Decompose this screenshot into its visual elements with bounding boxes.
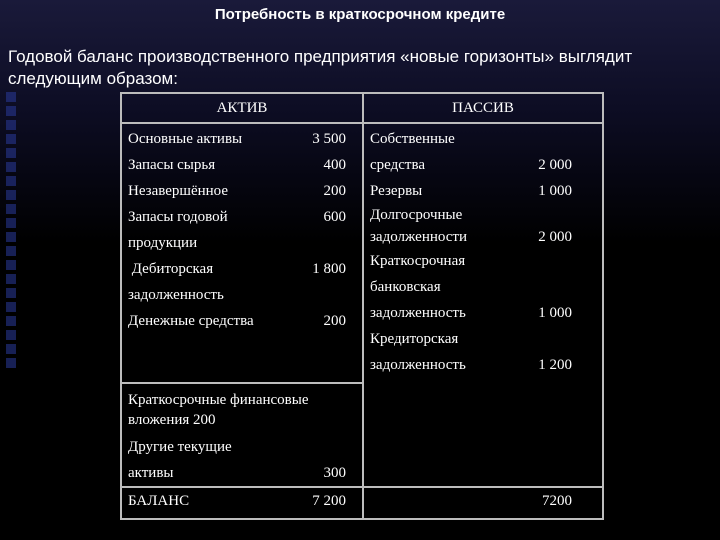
- asset-label: Денежные средства: [128, 313, 254, 329]
- liability-label: средства: [370, 157, 426, 173]
- asset-row: [122, 460, 362, 486]
- liability-label: Собственные: [370, 131, 455, 147]
- asset-row: [122, 126, 362, 152]
- asset-label: Запасы сырья: [128, 157, 216, 173]
- side-decoration: [4, 92, 18, 368]
- other-assets-cell: [121, 383, 363, 487]
- asset-label: продукции: [128, 235, 198, 251]
- liability-total-row: [364, 488, 602, 514]
- asset-value: 400: [323, 157, 346, 173]
- asset-row: [122, 204, 362, 230]
- liability-row: [364, 326, 602, 352]
- intro-text: Годовой баланс производственного предприятия «новые горизонты» выглядит следующим образом:: [8, 47, 633, 88]
- liability-label: Краткосрочная: [370, 253, 466, 269]
- liability-label: задолженность: [370, 305, 466, 321]
- asset-label: активы: [128, 465, 174, 481]
- liability-value: 1 000: [538, 183, 572, 199]
- asset-value: 200: [323, 313, 346, 329]
- liability-row: [364, 152, 602, 178]
- st-investments-label: Краткосрочные финансовые вложения 200: [128, 392, 309, 428]
- liabilities-cell: [363, 123, 603, 487]
- asset-total-row: [122, 488, 362, 514]
- asset-label: Запасы годовой: [128, 209, 228, 225]
- liability-label: Кредиторская: [370, 331, 459, 347]
- asset-row: [122, 282, 362, 308]
- liability-row: [364, 352, 602, 378]
- liability-row: [364, 226, 602, 248]
- liability-row: [364, 274, 602, 300]
- liability-row: [364, 248, 602, 274]
- liability-label: Долгосрочные: [370, 207, 463, 223]
- balance-table: [120, 92, 604, 520]
- asset-label: Дебиторская: [128, 261, 214, 277]
- asset-label: задолженность: [128, 287, 224, 303]
- liability-row: [364, 126, 602, 152]
- asset-row: [122, 152, 362, 178]
- asset-row: [122, 230, 362, 256]
- liability-label: задолженность: [370, 357, 466, 373]
- liability-total-cell: [363, 487, 603, 519]
- liability-total-value: 7200: [542, 493, 572, 509]
- liability-row: [364, 300, 602, 326]
- asset-value: 1 800: [312, 261, 346, 277]
- asset-total-cell: [121, 487, 363, 519]
- liability-header: ПАССИВ: [363, 93, 603, 123]
- asset-value: 300: [323, 465, 346, 481]
- liability-value: 1 000: [538, 305, 572, 321]
- asset-label: Незавершённое: [128, 183, 229, 199]
- asset-total-value: 7 200: [312, 493, 346, 509]
- liability-value: 2 000: [538, 157, 572, 173]
- asset-label: Основные активы: [128, 131, 243, 147]
- liability-row: [364, 204, 602, 226]
- asset-row: [122, 178, 362, 204]
- liability-row: [364, 178, 602, 204]
- asset-total-label: БАЛАНС: [128, 493, 190, 509]
- assets-cell: [121, 123, 363, 383]
- asset-value: 3 500: [312, 131, 346, 147]
- liability-label: задолженности: [370, 229, 467, 245]
- slide-title: Потребность в краткосрочном кредите: [214, 6, 506, 23]
- liability-label: Резервы: [370, 183, 423, 199]
- liability-label: банковская: [370, 279, 441, 295]
- asset-value: 200: [323, 183, 346, 199]
- asset-row: [122, 434, 362, 460]
- asset-label: Другие текущие: [128, 439, 232, 455]
- asset-value: 600: [323, 209, 346, 225]
- asset-row: [122, 308, 362, 334]
- liability-value: 2 000: [538, 229, 572, 245]
- liability-value: 1 200: [538, 357, 572, 373]
- asset-row: [122, 256, 362, 282]
- asset-header: АКТИВ: [121, 93, 363, 123]
